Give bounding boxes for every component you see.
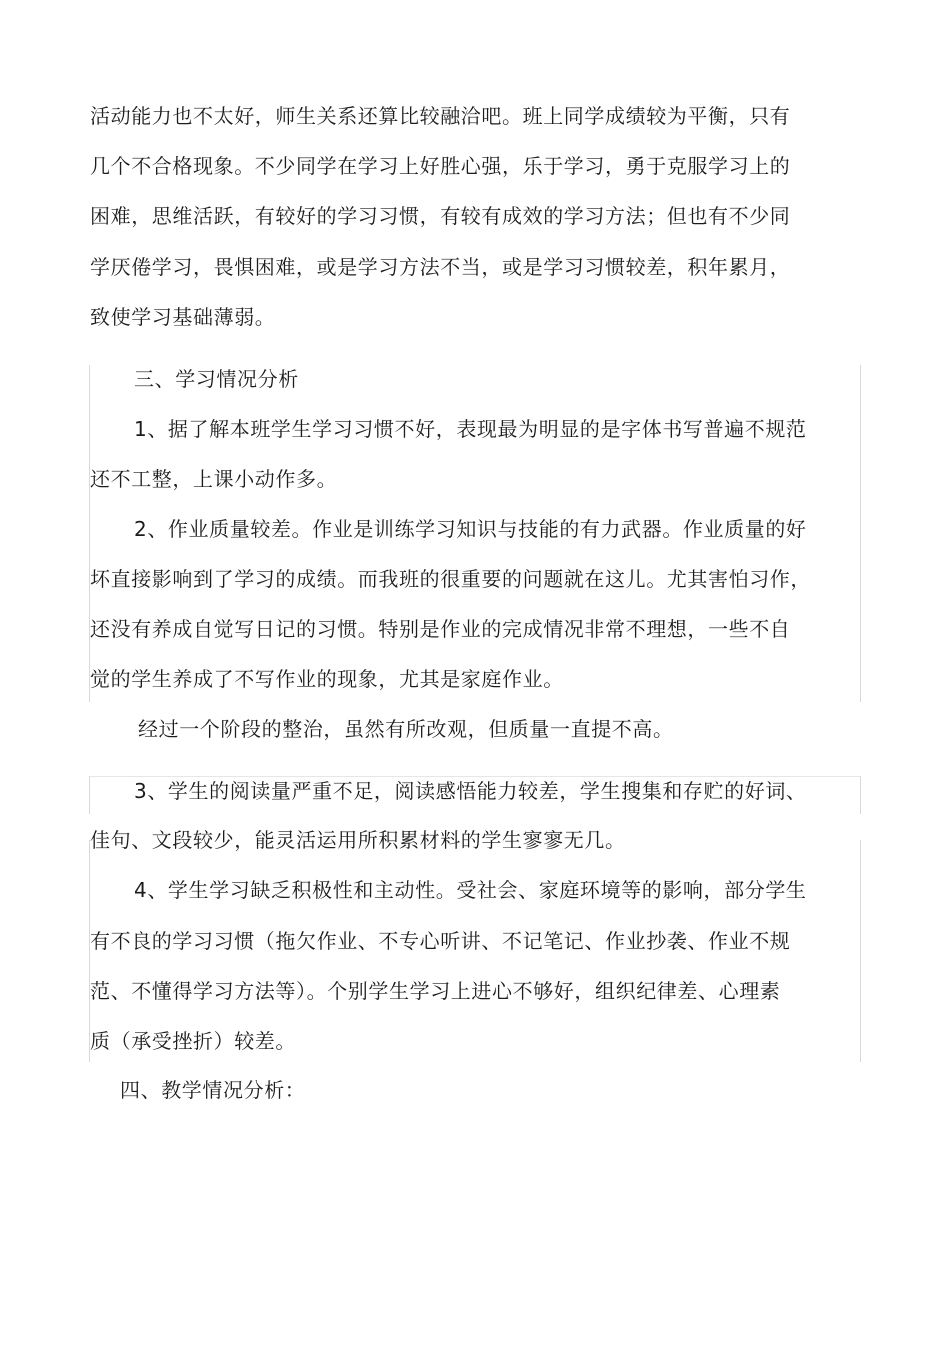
paragraph-line: 3、学生的阅读量严重不足，阅读感悟能力较差，学生搜集和存贮的好词、 [134, 779, 807, 803]
paragraph-line: 佳句、文段较少，能灵活运用所积累材料的学生寥寥无几。 [90, 828, 626, 852]
border-line-right-upper [860, 365, 861, 702]
border-line-left-lower [89, 776, 90, 814]
paragraph-line: 范、不懂得学习方法等）。个别学生学习上进心不够好，组织纪律差、心理素 [90, 979, 781, 1003]
section-heading: 三、学习情况分析 [134, 367, 299, 391]
paragraph-line: 2、作业质量较差。作业是训练学习知识与技能的有力武器。作业质量的好 [134, 517, 807, 541]
paragraph-line: 学厌倦学习，畏惧困难，或是学习方法不当，或是学习习惯较差，积年累月， [90, 255, 791, 279]
border-line-right-lower [860, 776, 861, 814]
paragraph-line: 4、学生学习缺乏积极性和主动性。受社会、家庭环境等的影响，部分学生 [134, 878, 807, 902]
paragraph-line: 1、据了解本班学生学习习惯不好，表现最为明显的是字体书写普遍不规范 [134, 417, 807, 441]
paragraph-line: 活动能力也不太好，师生关系还算比较融洽吧。班上同学成绩较为平衡，只有 [90, 104, 791, 128]
paragraph-line: 致使学习基础薄弱。 [90, 305, 276, 329]
paragraph-line: 坏直接影响到了学习的成绩。而我班的很重要的问题就在这儿。尤其害怕习作， [90, 567, 811, 591]
paragraph-line: 还没有养成自觉写日记的习惯。特别是作业的完成情况非常不理想，一些不自 [90, 617, 791, 641]
paragraph-line: 困难，思维活跃，有较好的学习习惯，有较有成效的学习方法；但也有不少同 [90, 204, 791, 228]
border-line-top-lower [89, 776, 861, 777]
paragraph-line: 质（承受挫折）较差。 [90, 1029, 296, 1053]
section-heading: 四、教学情况分析： [120, 1078, 306, 1102]
border-line-left-upper [89, 365, 90, 702]
paragraph-line: 经过一个阶段的整治，虽然有所改观，但质量一直提不高。 [138, 717, 674, 741]
paragraph-line: 几个不合格现象。不少同学在学习上好胜心强，乐于学习，勇于克服学习上的 [90, 154, 791, 178]
border-line-right-bottom [860, 840, 861, 1062]
paragraph-line: 有不良的学习习惯（拖欠作业、不专心听讲、不记笔记、作业抄袭、作业不规 [90, 929, 791, 953]
paragraph-line: 觉的学生养成了不写作业的现象，尤其是家庭作业。 [90, 667, 564, 691]
paragraph-line: 还不工整，上课小动作多。 [90, 467, 338, 491]
